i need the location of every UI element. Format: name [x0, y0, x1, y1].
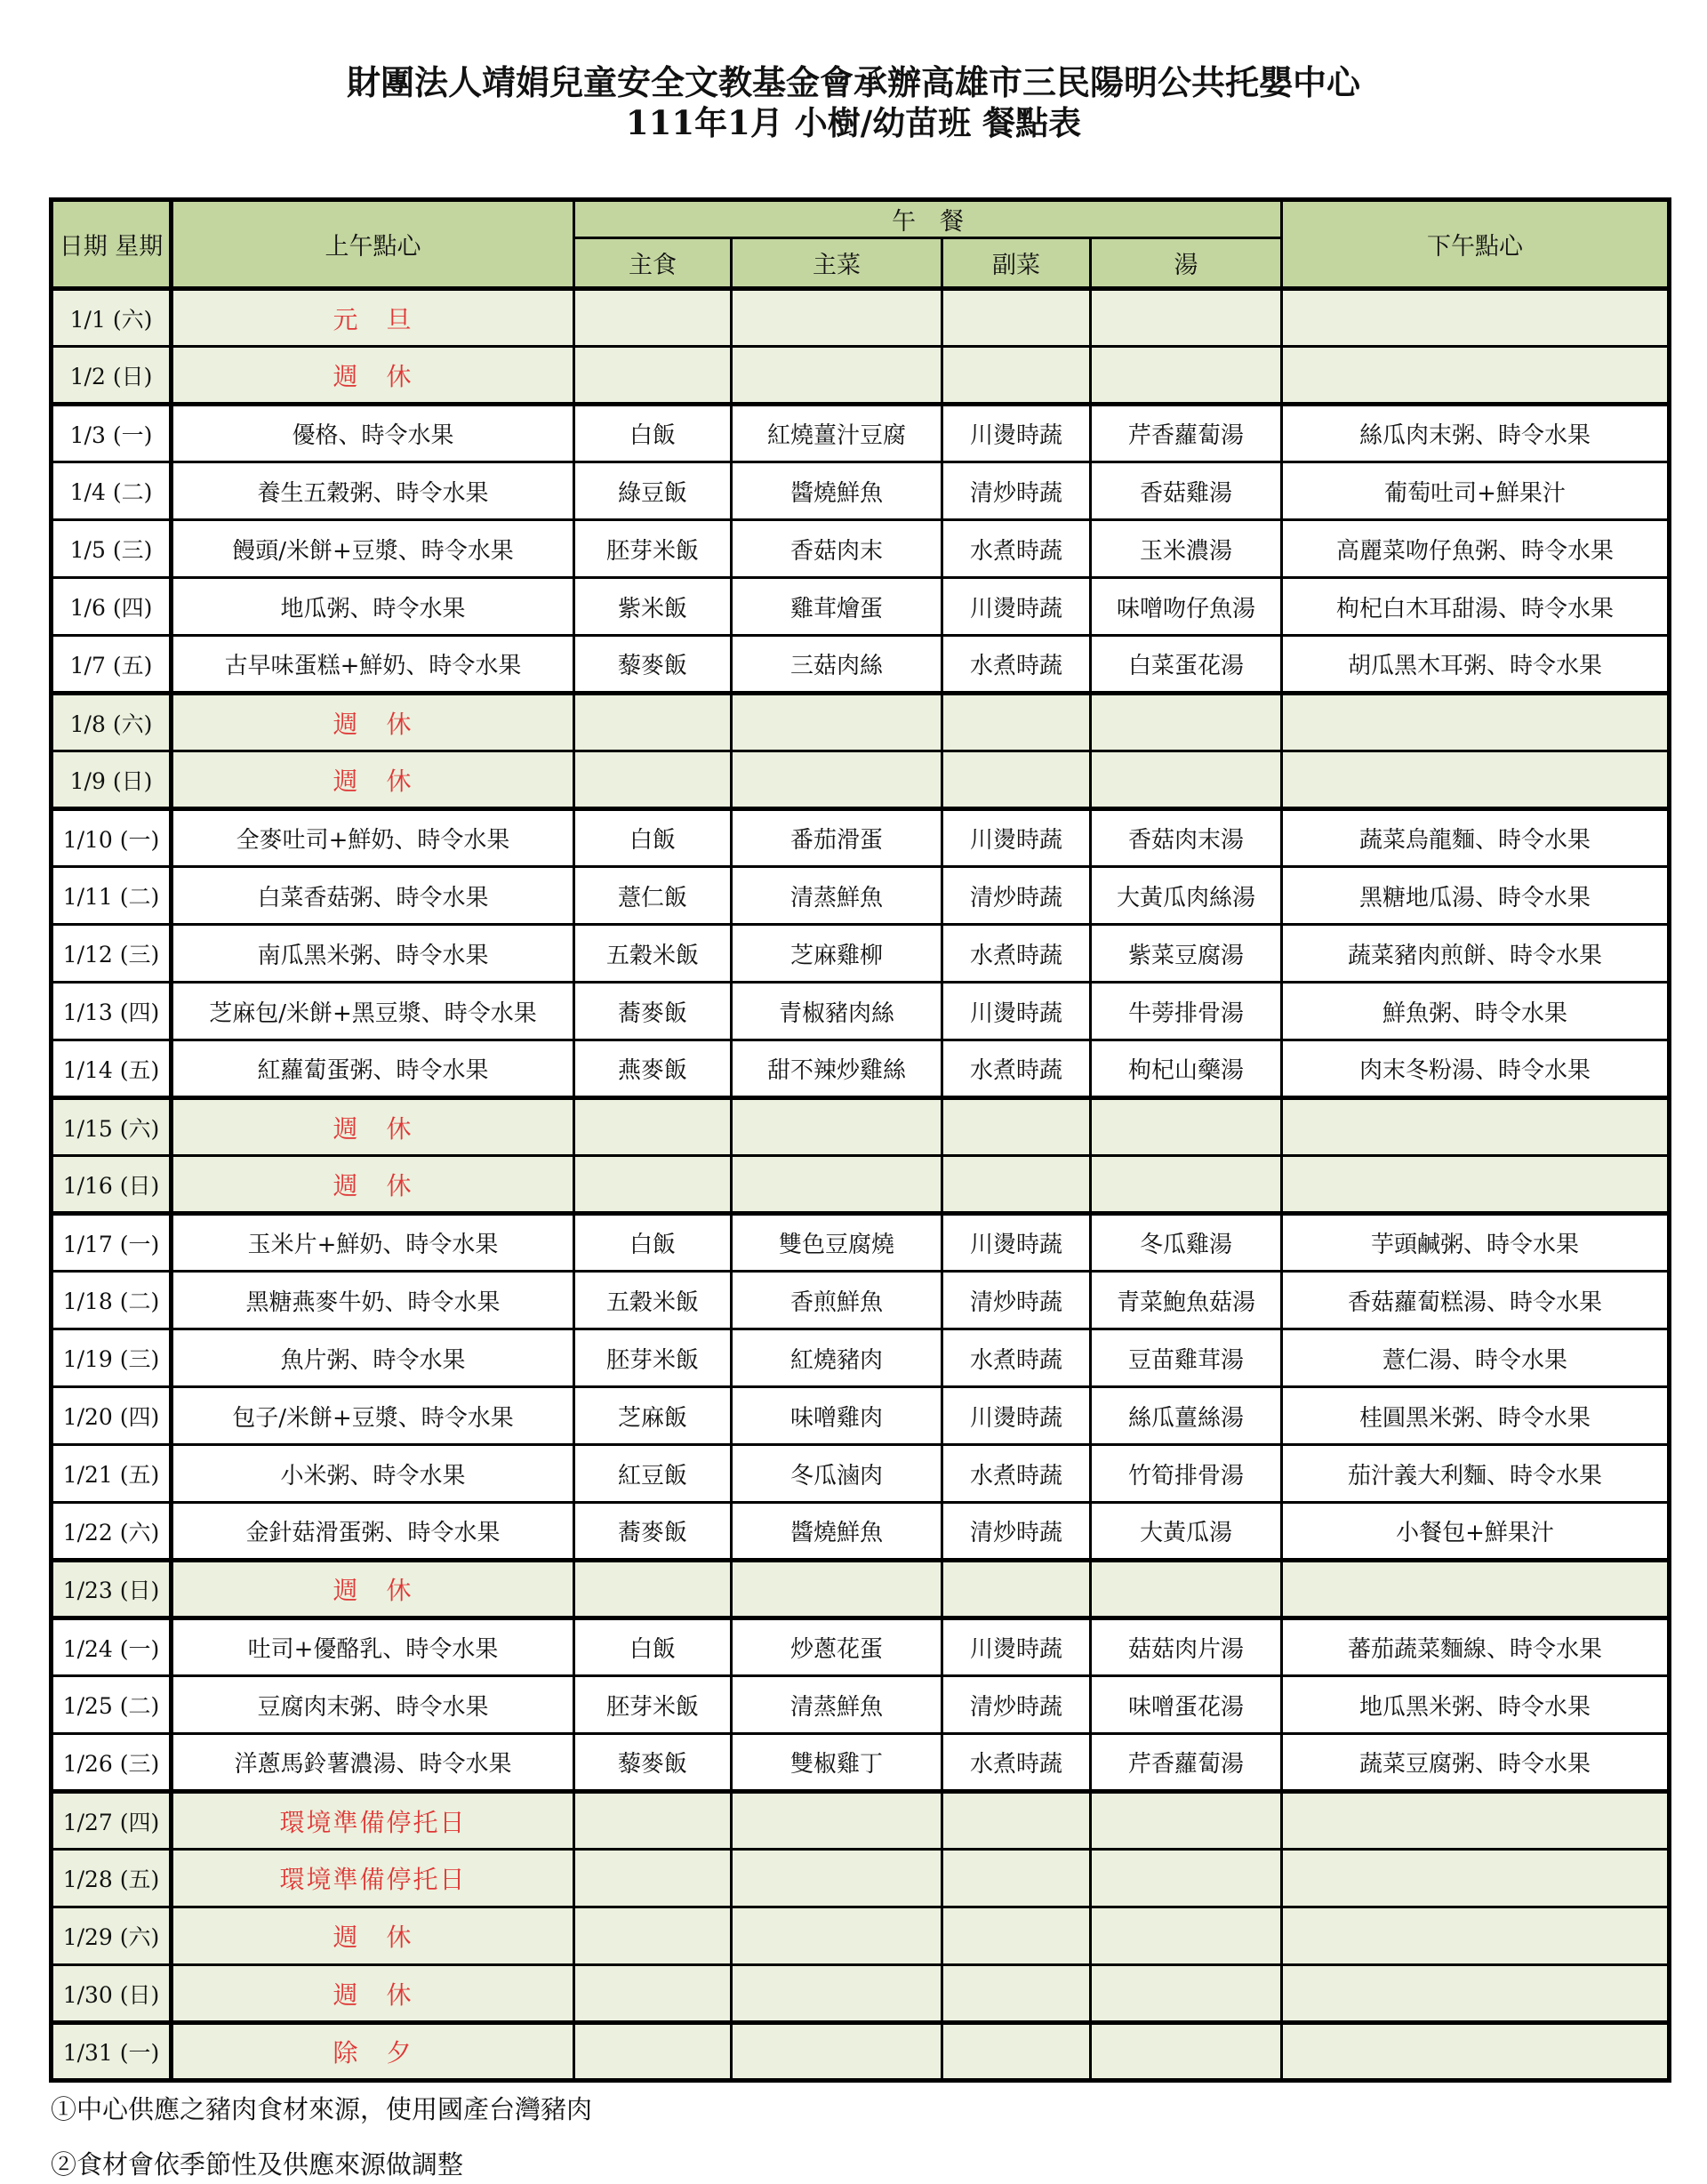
main-dish-cell: 清蒸鮮魚: [732, 1676, 942, 1734]
header-pm-snack: 下午點心: [1282, 200, 1670, 289]
soup-cell: 紫菜豆腐湯: [1091, 925, 1282, 983]
staple-cell: [574, 1965, 732, 2023]
pm-snack-cell: 蔬菜豬肉煎餅、時令水果: [1282, 925, 1670, 983]
main-dish-cell: [732, 347, 942, 405]
date-cell: 1/5 (三): [52, 520, 172, 578]
am-snack-cell: 魚片粥、時令水果: [172, 1329, 574, 1387]
table-row: [52, 1040, 1670, 1098]
pm-snack-cell: 蔬菜烏龍麵、時令水果: [1282, 809, 1670, 867]
table-row: [52, 1850, 1670, 1907]
side-dish-cell: 清炒時蔬: [942, 1272, 1091, 1329]
table-row: [52, 1214, 1670, 1272]
date-cell: 1/19 (三): [52, 1329, 172, 1387]
table-row: [52, 347, 1670, 405]
pm-snack-cell: 絲瓜肉末粥、時令水果: [1282, 405, 1670, 462]
am-snack-cell: 紅蘿蔔蛋粥、時令水果: [172, 1040, 574, 1098]
staple-cell: 藜麥飯: [574, 1734, 732, 1792]
table-row: [52, 2023, 1670, 2081]
pm-snack-cell: [1282, 1098, 1670, 1156]
am-snack-cell: 優格、時令水果: [172, 405, 574, 462]
date-cell: 1/3 (一): [52, 405, 172, 462]
table-row: [52, 1329, 1670, 1387]
side-dish-cell: 川燙時蔬: [942, 1214, 1091, 1272]
footnote-pork-origin: ①中心供應之豬肉食材來源，使用國產台灣豬肉: [51, 2094, 593, 2124]
side-dish-cell: [942, 2023, 1091, 2081]
soup-cell: 豆苗雞茸湯: [1091, 1329, 1282, 1387]
soup-cell: [1091, 1907, 1282, 1965]
staple-cell: 燕麥飯: [574, 1040, 732, 1098]
main-dish-cell: 番茄滑蛋: [732, 809, 942, 867]
date-cell: 1/6 (四): [52, 578, 172, 636]
pm-snack-cell: 小餐包+鮮果汁: [1282, 1503, 1670, 1561]
table-row: [52, 405, 1670, 462]
am-snack-cell: 古早味蛋糕+鮮奶、時令水果: [172, 636, 574, 694]
side-dish-cell: 川燙時蔬: [942, 983, 1091, 1040]
soup-cell: 絲瓜薑絲湯: [1091, 1387, 1282, 1445]
am-snack-cell: 地瓜粥、時令水果: [172, 578, 574, 636]
staple-cell: [574, 347, 732, 405]
pm-snack-cell: 芋頭鹹粥、時令水果: [1282, 1214, 1670, 1272]
main-dish-cell: 香菇肉末: [732, 520, 942, 578]
page-title: 財團法人靖娟兒童安全文教基金會承辦高雄市三民陽明公共托嬰中心: [346, 62, 1360, 102]
table-row: [52, 1676, 1670, 1734]
table-row: [52, 867, 1670, 925]
holiday-label-cell: 週 休: [172, 1156, 574, 1214]
date-cell: 1/24 (一): [52, 1618, 172, 1676]
side-dish-cell: 清炒時蔬: [942, 1676, 1091, 1734]
main-dish-cell: 青椒豬肉絲: [732, 983, 942, 1040]
am-snack-cell: 金針菇滑蛋粥、時令水果: [172, 1503, 574, 1561]
table-row: [52, 289, 1670, 347]
side-dish-cell: 水煮時蔬: [942, 1040, 1091, 1098]
date-cell: 1/31 (一): [52, 2023, 172, 2081]
date-cell: 1/22 (六): [52, 1503, 172, 1561]
soup-cell: 大黃瓜肉絲湯: [1091, 867, 1282, 925]
header-staple: 主食: [574, 238, 732, 289]
table-header: [52, 200, 1670, 289]
side-dish-cell: [942, 1561, 1091, 1618]
am-snack-cell: 包子/米餅+豆漿、時令水果: [172, 1387, 574, 1445]
staple-cell: 白飯: [574, 809, 732, 867]
pm-snack-cell: 茄汁義大利麵、時令水果: [1282, 1445, 1670, 1503]
staple-cell: [574, 1561, 732, 1618]
side-dish-cell: 清炒時蔬: [942, 867, 1091, 925]
pm-snack-cell: 黑糖地瓜湯、時令水果: [1282, 867, 1670, 925]
date-cell: 1/25 (二): [52, 1676, 172, 1734]
staple-cell: 藜麥飯: [574, 636, 732, 694]
pm-snack-cell: [1282, 1561, 1670, 1618]
main-dish-cell: [732, 1907, 942, 1965]
soup-cell: 芹香蘿蔔湯: [1091, 405, 1282, 462]
date-cell: 1/14 (五): [52, 1040, 172, 1098]
side-dish-cell: 川燙時蔬: [942, 578, 1091, 636]
pm-snack-cell: 地瓜黑米粥、時令水果: [1282, 1676, 1670, 1734]
main-dish-cell: 芝麻雞柳: [732, 925, 942, 983]
side-dish-cell: 川燙時蔬: [942, 1618, 1091, 1676]
menu-table: [49, 197, 1671, 2083]
pm-snack-cell: 桂圓黑米粥、時令水果: [1282, 1387, 1670, 1445]
holiday-label-cell: 環境準備停托日: [172, 1792, 574, 1850]
pm-snack-cell: 胡瓜黑木耳粥、時令水果: [1282, 636, 1670, 694]
main-dish-cell: 味噌雞肉: [732, 1387, 942, 1445]
main-dish-cell: 三菇肉絲: [732, 636, 942, 694]
pm-snack-cell: 高麗菜吻仔魚粥、時令水果: [1282, 520, 1670, 578]
holiday-label-cell: 環境準備停托日: [172, 1850, 574, 1907]
table-row: [52, 1445, 1670, 1503]
pm-snack-cell: [1282, 694, 1670, 751]
main-dish-cell: [732, 2023, 942, 2081]
staple-cell: 白飯: [574, 1618, 732, 1676]
main-dish-cell: [732, 1965, 942, 2023]
holiday-label-cell: 週 休: [172, 1561, 574, 1618]
pm-snack-cell: [1282, 1792, 1670, 1850]
soup-cell: [1091, 751, 1282, 809]
side-dish-cell: [942, 1965, 1091, 2023]
side-dish-cell: [942, 751, 1091, 809]
main-dish-cell: 甜不辣炒雞絲: [732, 1040, 942, 1098]
table-row: [52, 1561, 1670, 1618]
soup-cell: 香菇肉末湯: [1091, 809, 1282, 867]
date-cell: 1/29 (六): [52, 1907, 172, 1965]
pm-snack-cell: [1282, 347, 1670, 405]
pm-snack-cell: 葡萄吐司+鮮果汁: [1282, 462, 1670, 520]
soup-cell: 青菜鮑魚菇湯: [1091, 1272, 1282, 1329]
main-dish-cell: [732, 1098, 942, 1156]
side-dish-cell: [942, 1907, 1091, 1965]
soup-cell: [1091, 1792, 1282, 1850]
header-am-snack: 上午點心: [172, 200, 574, 289]
table-header-row-top: [52, 200, 1670, 238]
header-side-dish: 副菜: [942, 238, 1091, 289]
table-row: [52, 1618, 1670, 1676]
am-snack-cell: 全麥吐司+鮮奶、時令水果: [172, 809, 574, 867]
side-dish-cell: [942, 289, 1091, 347]
date-cell: 1/17 (一): [52, 1214, 172, 1272]
date-cell: 1/28 (五): [52, 1850, 172, 1907]
date-cell: 1/4 (二): [52, 462, 172, 520]
side-dish-cell: 水煮時蔬: [942, 1445, 1091, 1503]
date-cell: 1/15 (六): [52, 1098, 172, 1156]
soup-cell: 味噌吻仔魚湯: [1091, 578, 1282, 636]
main-dish-cell: [732, 1156, 942, 1214]
soup-cell: 大黃瓜湯: [1091, 1503, 1282, 1561]
main-dish-cell: [732, 1561, 942, 1618]
staple-cell: 蕎麥飯: [574, 983, 732, 1040]
date-cell: 1/23 (日): [52, 1561, 172, 1618]
table-row: [52, 1387, 1670, 1445]
holiday-label-cell: 除 夕: [172, 2023, 574, 2081]
table-row: [52, 1907, 1670, 1965]
staple-cell: [574, 1098, 732, 1156]
pm-snack-cell: [1282, 1965, 1670, 2023]
side-dish-cell: [942, 1850, 1091, 1907]
main-dish-cell: [732, 289, 942, 347]
soup-cell: 牛蒡排骨湯: [1091, 983, 1282, 1040]
soup-cell: [1091, 1156, 1282, 1214]
side-dish-cell: 川燙時蔬: [942, 809, 1091, 867]
soup-cell: 白菜蛋花湯: [1091, 636, 1282, 694]
main-dish-cell: 冬瓜滷肉: [732, 1445, 942, 1503]
date-cell: 1/26 (三): [52, 1734, 172, 1792]
table-row: [52, 1156, 1670, 1214]
staple-cell: [574, 1907, 732, 1965]
pm-snack-cell: [1282, 1156, 1670, 1214]
staple-cell: [574, 1156, 732, 1214]
staple-cell: [574, 751, 732, 809]
soup-cell: 玉米濃湯: [1091, 520, 1282, 578]
main-dish-cell: 清蒸鮮魚: [732, 867, 942, 925]
soup-cell: [1091, 1965, 1282, 2023]
side-dish-cell: 清炒時蔬: [942, 1503, 1091, 1561]
side-dish-cell: [942, 694, 1091, 751]
side-dish-cell: 水煮時蔬: [942, 520, 1091, 578]
soup-cell: [1091, 347, 1282, 405]
main-dish-cell: 醬燒鮮魚: [732, 1503, 942, 1561]
table-row: [52, 809, 1670, 867]
am-snack-cell: 洋蔥馬鈴薯濃湯、時令水果: [172, 1734, 574, 1792]
pm-snack-cell: 肉末冬粉湯、時令水果: [1282, 1040, 1670, 1098]
staple-cell: 白飯: [574, 1214, 732, 1272]
holiday-label-cell: 週 休: [172, 694, 574, 751]
date-cell: 1/11 (二): [52, 867, 172, 925]
side-dish-cell: 清炒時蔬: [942, 462, 1091, 520]
pm-snack-cell: 枸杞白木耳甜湯、時令水果: [1282, 578, 1670, 636]
staple-cell: 薏仁飯: [574, 867, 732, 925]
staple-cell: [574, 2023, 732, 2081]
soup-cell: 竹筍排骨湯: [1091, 1445, 1282, 1503]
date-cell: 1/2 (日): [52, 347, 172, 405]
main-dish-cell: 香煎鮮魚: [732, 1272, 942, 1329]
main-dish-cell: 醬燒鮮魚: [732, 462, 942, 520]
holiday-label-cell: 週 休: [172, 751, 574, 809]
table-row: [52, 1503, 1670, 1561]
soup-cell: [1091, 289, 1282, 347]
table-row: [52, 694, 1670, 751]
table-row: [52, 751, 1670, 809]
side-dish-cell: 水煮時蔬: [942, 1734, 1091, 1792]
date-cell: 1/30 (日): [52, 1965, 172, 2023]
main-dish-cell: 雙色豆腐燒: [732, 1214, 942, 1272]
pm-snack-cell: [1282, 2023, 1670, 2081]
page-subtitle: 111年1月 小樹/幼苗班 餐點表: [625, 103, 1082, 142]
am-snack-cell: 小米粥、時令水果: [172, 1445, 574, 1503]
staple-cell: [574, 694, 732, 751]
holiday-label-cell: 週 休: [172, 1907, 574, 1965]
side-dish-cell: [942, 1156, 1091, 1214]
am-snack-cell: 芝麻包/米餅+黑豆漿、時令水果: [172, 983, 574, 1040]
side-dish-cell: 水煮時蔬: [942, 1329, 1091, 1387]
am-snack-cell: 饅頭/米餅+豆漿、時令水果: [172, 520, 574, 578]
table-row: [52, 1734, 1670, 1792]
side-dish-cell: [942, 1098, 1091, 1156]
soup-cell: [1091, 1561, 1282, 1618]
main-dish-cell: 炒蔥花蛋: [732, 1618, 942, 1676]
soup-cell: 冬瓜雞湯: [1091, 1214, 1282, 1272]
holiday-label-cell: 週 休: [172, 347, 574, 405]
staple-cell: 胚芽米飯: [574, 520, 732, 578]
side-dish-cell: 水煮時蔬: [942, 636, 1091, 694]
table-row: [52, 983, 1670, 1040]
soup-cell: 枸杞山藥湯: [1091, 1040, 1282, 1098]
pm-snack-cell: 蕃茄蔬菜麵線、時令水果: [1282, 1618, 1670, 1676]
staple-cell: 蕎麥飯: [574, 1503, 732, 1561]
staple-cell: [574, 1792, 732, 1850]
footnotes: [51, 2090, 592, 2184]
date-cell: 1/18 (二): [52, 1272, 172, 1329]
staple-cell: 芝麻飯: [574, 1387, 732, 1445]
table-row: [52, 1098, 1670, 1156]
am-snack-cell: 南瓜黑米粥、時令水果: [172, 925, 574, 983]
date-cell: 1/12 (三): [52, 925, 172, 983]
pm-snack-cell: 蔬菜豆腐粥、時令水果: [1282, 1734, 1670, 1792]
pm-snack-cell: [1282, 289, 1670, 347]
table-row: [52, 1272, 1670, 1329]
soup-cell: [1091, 1850, 1282, 1907]
date-cell: 1/1 (六): [52, 289, 172, 347]
date-cell: 1/7 (五): [52, 636, 172, 694]
footnote-seasonal-adjust: ②食材會依季節性及供應來源做調整: [51, 2149, 464, 2180]
main-dish-cell: 雞茸燴蛋: [732, 578, 942, 636]
staple-cell: 胚芽米飯: [574, 1676, 732, 1734]
soup-cell: 香菇雞湯: [1091, 462, 1282, 520]
pm-snack-cell: 薏仁湯、時令水果: [1282, 1329, 1670, 1387]
side-dish-cell: 川燙時蔬: [942, 405, 1091, 462]
staple-cell: 白飯: [574, 405, 732, 462]
staple-cell: 五穀米飯: [574, 925, 732, 983]
holiday-label-cell: 週 休: [172, 1098, 574, 1156]
soup-cell: [1091, 694, 1282, 751]
soup-cell: 菇菇肉片湯: [1091, 1618, 1282, 1676]
date-cell: 1/9 (日): [52, 751, 172, 809]
header-date: 日期 星期: [52, 200, 172, 289]
header-soup: 湯: [1091, 238, 1282, 289]
staple-cell: 胚芽米飯: [574, 1329, 732, 1387]
staple-cell: [574, 1850, 732, 1907]
date-cell: 1/10 (一): [52, 809, 172, 867]
main-dish-cell: [732, 1792, 942, 1850]
date-cell: 1/8 (六): [52, 694, 172, 751]
main-dish-cell: [732, 751, 942, 809]
pm-snack-cell: [1282, 1850, 1670, 1907]
pm-snack-cell: 香菇蘿蔔糕湯、時令水果: [1282, 1272, 1670, 1329]
table-row: [52, 1965, 1670, 2023]
table-row: [52, 462, 1670, 520]
date-cell: 1/20 (四): [52, 1387, 172, 1445]
main-dish-cell: 紅燒薑汁豆腐: [732, 405, 942, 462]
table-row: [52, 578, 1670, 636]
staple-cell: 綠豆飯: [574, 462, 732, 520]
header-main-dish: 主菜: [732, 238, 942, 289]
staple-cell: [574, 289, 732, 347]
date-cell: 1/13 (四): [52, 983, 172, 1040]
pm-snack-cell: [1282, 751, 1670, 809]
am-snack-cell: 吐司+優酪乳、時令水果: [172, 1618, 574, 1676]
main-dish-cell: [732, 694, 942, 751]
staple-cell: 紅豆飯: [574, 1445, 732, 1503]
table-row: [52, 925, 1670, 983]
soup-cell: [1091, 2023, 1282, 2081]
table-body: [52, 289, 1670, 2081]
soup-cell: 味噌蛋花湯: [1091, 1676, 1282, 1734]
am-snack-cell: 豆腐肉末粥、時令水果: [172, 1676, 574, 1734]
header-lunch: 午 餐: [574, 200, 1282, 238]
soup-cell: [1091, 1098, 1282, 1156]
side-dish-cell: [942, 347, 1091, 405]
main-dish-cell: 紅燒豬肉: [732, 1329, 942, 1387]
main-dish-cell: 雙椒雞丁: [732, 1734, 942, 1792]
table-row: [52, 520, 1670, 578]
am-snack-cell: 玉米片+鮮奶、時令水果: [172, 1214, 574, 1272]
am-snack-cell: 黑糖燕麥牛奶、時令水果: [172, 1272, 574, 1329]
date-cell: 1/16 (日): [52, 1156, 172, 1214]
side-dish-cell: [942, 1792, 1091, 1850]
pm-snack-cell: 鮮魚粥、時令水果: [1282, 983, 1670, 1040]
table-row: [52, 1792, 1670, 1850]
staple-cell: 五穀米飯: [574, 1272, 732, 1329]
main-dish-cell: [732, 1850, 942, 1907]
date-cell: 1/21 (五): [52, 1445, 172, 1503]
side-dish-cell: 水煮時蔬: [942, 925, 1091, 983]
pm-snack-cell: [1282, 1907, 1670, 1965]
side-dish-cell: 川燙時蔬: [942, 1387, 1091, 1445]
holiday-label-cell: 週 休: [172, 1965, 574, 2023]
am-snack-cell: 養生五穀粥、時令水果: [172, 462, 574, 520]
soup-cell: 芹香蘿蔔湯: [1091, 1734, 1282, 1792]
date-cell: 1/27 (四): [52, 1792, 172, 1850]
am-snack-cell: 白菜香菇粥、時令水果: [172, 867, 574, 925]
table-row: [52, 636, 1670, 694]
holiday-label-cell: 元 旦: [172, 289, 574, 347]
staple-cell: 紫米飯: [574, 578, 732, 636]
